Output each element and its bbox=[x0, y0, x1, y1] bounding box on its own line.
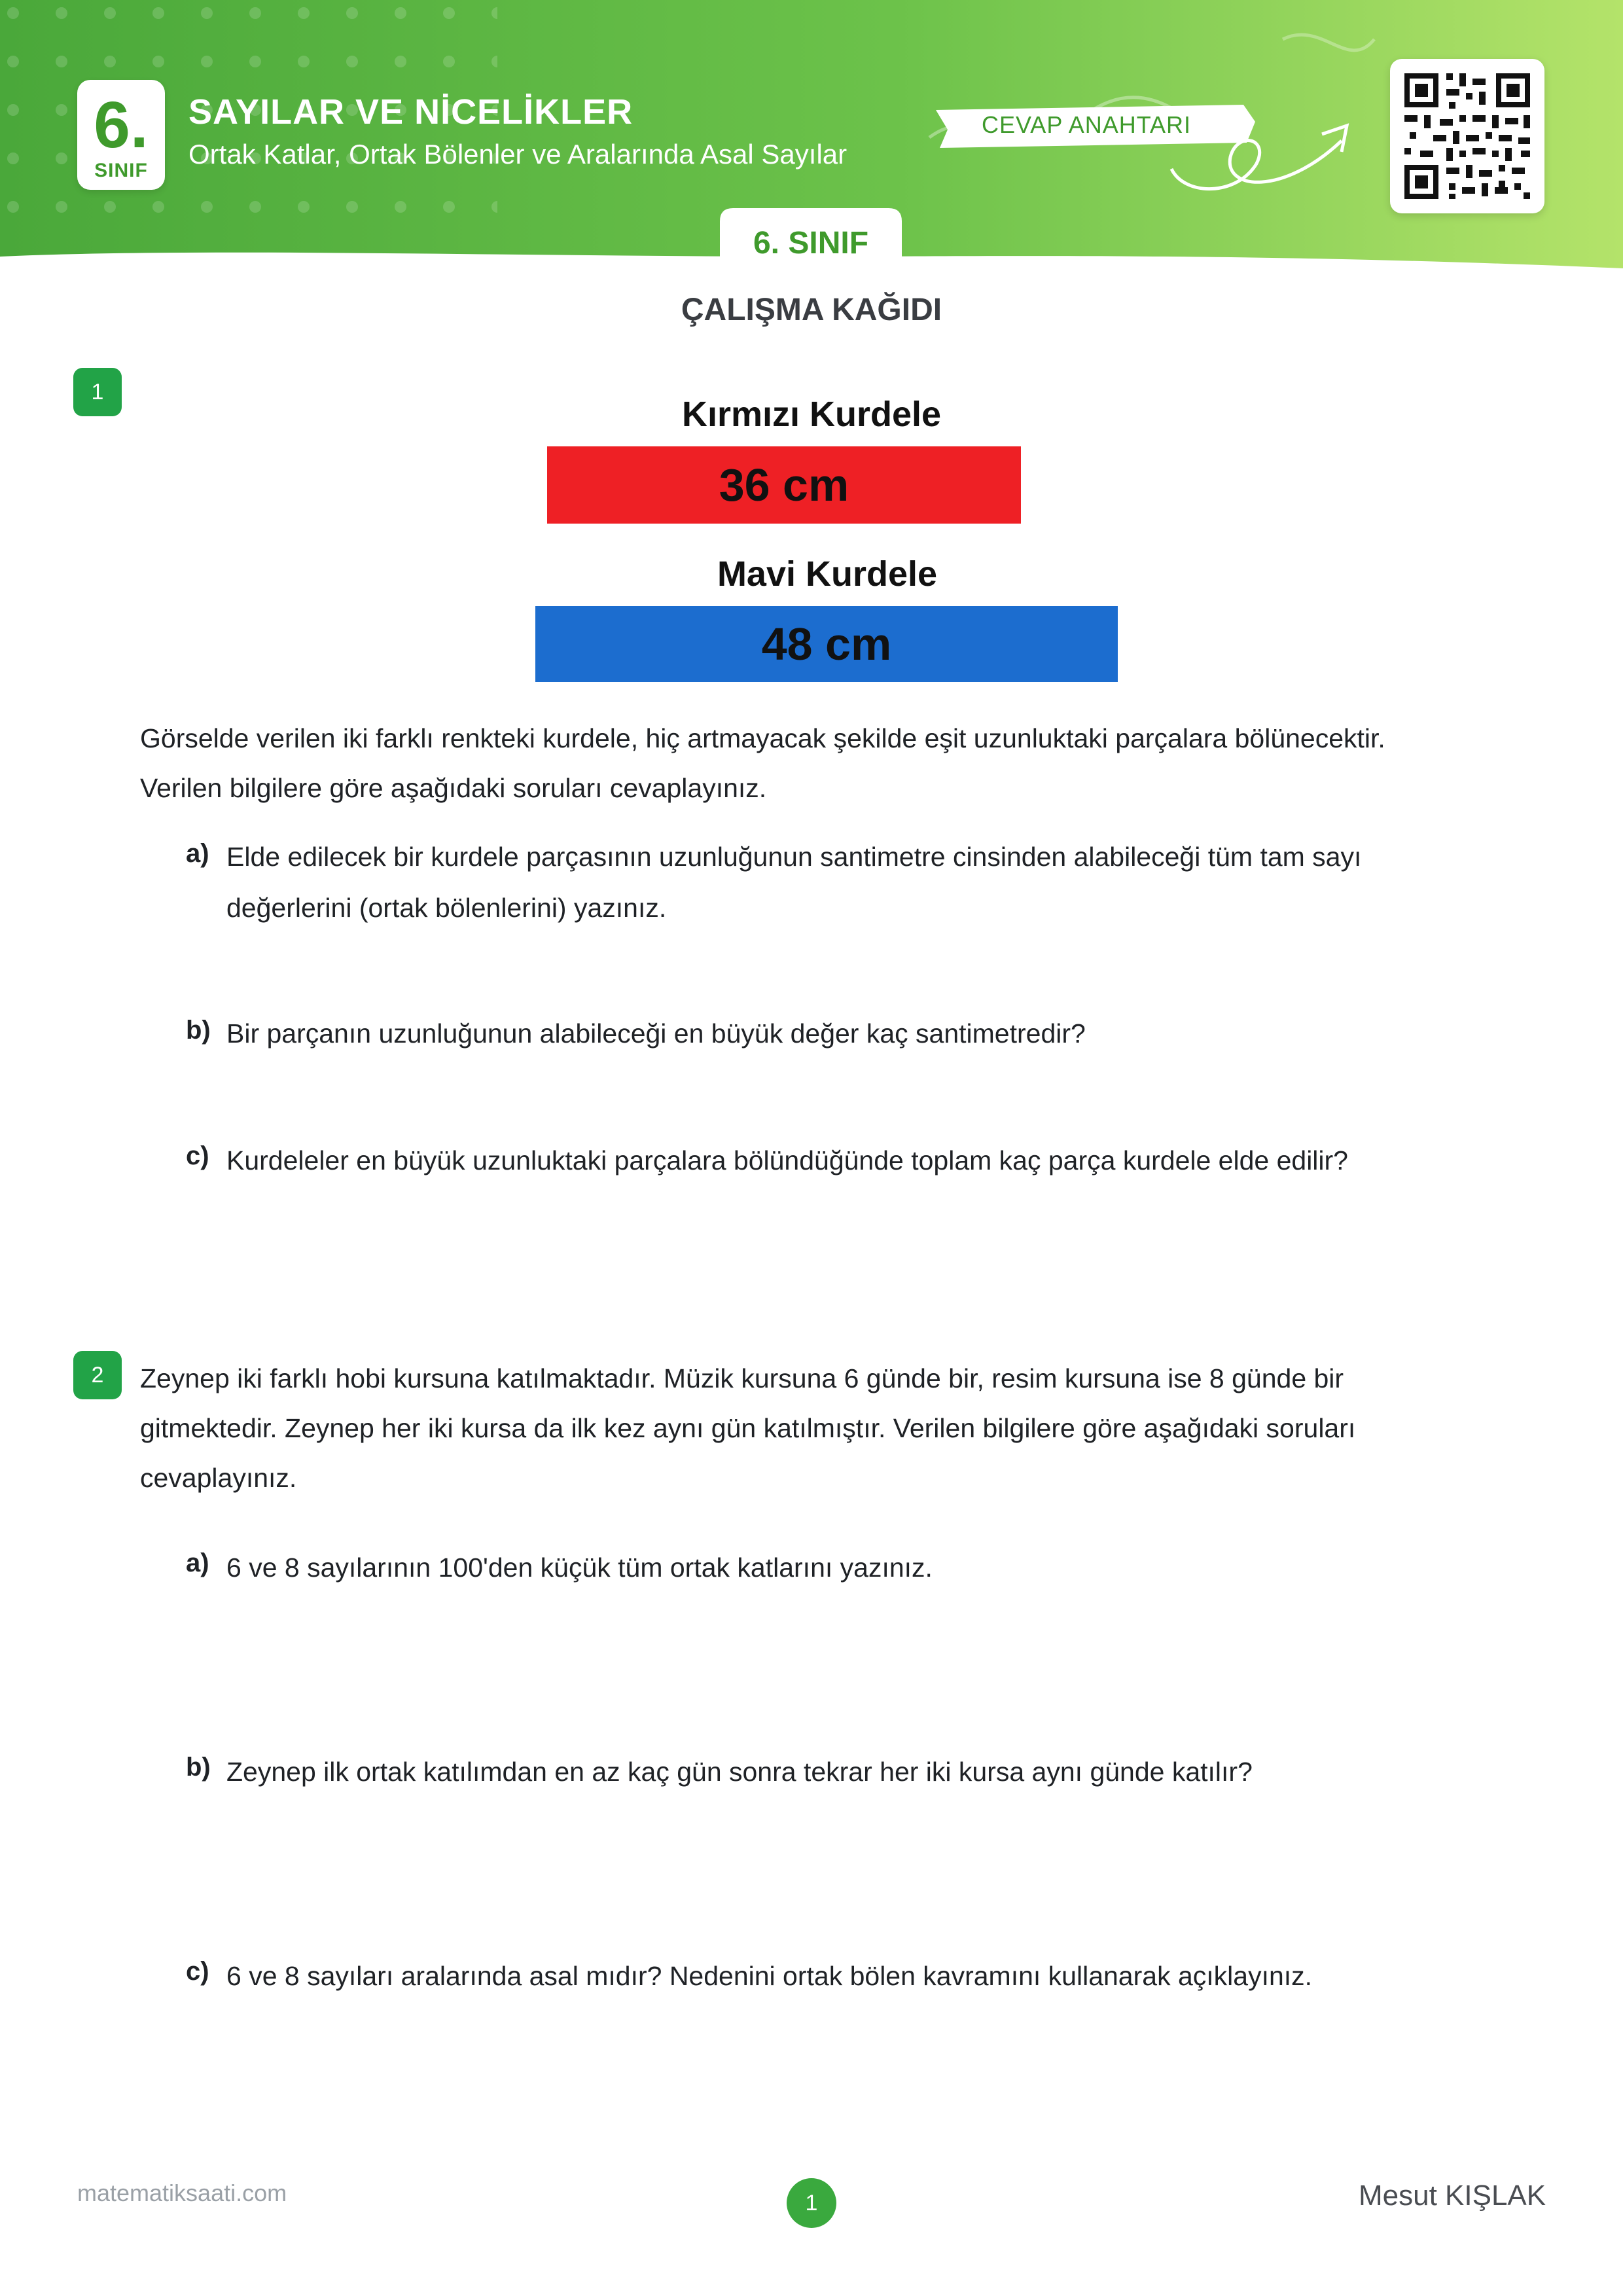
sub-question-label: c) bbox=[186, 1957, 209, 1986]
question-number-badge: 2 bbox=[73, 1351, 122, 1399]
sub-question-label: a) bbox=[186, 1549, 209, 1577]
blue-ribbon: 48 cm bbox=[535, 606, 1118, 682]
sub-question-text bbox=[226, 1746, 1575, 1797]
sheet-title: ÇALIŞMA KAĞIDI bbox=[681, 293, 942, 327]
intro-line: Verilen bilgilere göre aşağıdaki soruları cevaplayınız. bbox=[140, 773, 767, 803]
red-ribbon-title: Kırmızı Kurdele bbox=[681, 395, 942, 434]
grade-badge bbox=[77, 80, 165, 190]
sub-question-label: b) bbox=[186, 1753, 211, 1782]
intro-line: Zeynep iki farklı hobi kursuna katılmaktadır. Müzik kursuna 6 günde bir, resim kursuna ise 8 günde bir bbox=[140, 1363, 1344, 1393]
sub-question-line: Zeynep ilk ortak katılımdan en az kaç gün sonra tekrar her iki kursa aynı günde katılır? bbox=[226, 1757, 1253, 1787]
page-number: 1 bbox=[787, 2178, 836, 2228]
sub-question-line: Elde edilecek bir kurdele parçasının uzunluğunun santimetre cinsinden alabileceği tüm tam sayı bbox=[226, 842, 1362, 872]
blue-ribbon-title: Mavi Kurdele bbox=[717, 554, 938, 594]
question-intro bbox=[140, 1354, 1593, 1503]
sub-question-line: değerlerini (ortak bölenlerini) yazınız. bbox=[226, 893, 667, 923]
sub-question-text bbox=[226, 1008, 1575, 1059]
question-number-badge: 1 bbox=[73, 368, 122, 416]
grade-number: 6. bbox=[94, 88, 149, 162]
sub-question-text bbox=[226, 1135, 1575, 1186]
sub-question-text bbox=[226, 1950, 1575, 2001]
sub-question-line: Bir parçanın uzunluğunun alabileceği en büyük değer kaç santimetredir? bbox=[226, 1018, 1086, 1049]
sub-question-line: Kurdeleler en büyük uzunluktaki parçalara bölündüğünde toplam kaç parça kurdele elde edilir? bbox=[226, 1145, 1348, 1175]
intro-line: Görselde verilen iki farklı renkteki kurdele, hiç artmayacak şekilde eşit uzunluktaki parçalara bölünecektir. bbox=[140, 723, 1385, 753]
sub-question-line: 6 ve 8 sayıları aralarında asal mıdır? Nedenini ortak bölen kavramını kullanarak açıklayınız. bbox=[226, 1961, 1313, 1991]
footer-site[interactable]: matematiksaati.com bbox=[77, 2179, 287, 2206]
intro-line: gitmektedir. Zeynep her iki kursa da ilk kez aynı gün katılmıştır. Verilen bilgilere göre aşağıdaki soruları bbox=[140, 1413, 1356, 1443]
intro-line: cevaplayınız. bbox=[140, 1463, 297, 1493]
grade-word: SINIF bbox=[94, 160, 148, 181]
grade-tab: 6. SINIF bbox=[753, 226, 869, 260]
unit-title: SAYILAR VE NİCELİKLER bbox=[188, 92, 633, 132]
qr-code-icon bbox=[1390, 59, 1544, 213]
sub-question-label: a) bbox=[186, 839, 209, 868]
answer-key-link[interactable]: CEVAP ANAHTARI bbox=[981, 111, 1192, 138]
sub-question-line: 6 ve 8 sayılarının 100'den küçük tüm ortak katlarını yazınız. bbox=[226, 1552, 933, 1583]
sub-question-text bbox=[226, 831, 1575, 933]
footer-author: Mesut KIŞLAK bbox=[1359, 2179, 1546, 2212]
red-ribbon: 36 cm bbox=[547, 446, 1021, 524]
sub-question-text bbox=[226, 1542, 1575, 1593]
question-intro bbox=[140, 713, 1593, 813]
unit-subtitle: Ortak Katlar, Ortak Bölenler ve Aralarında Asal Sayılar bbox=[188, 139, 847, 170]
sub-question-label: c) bbox=[186, 1141, 209, 1170]
sub-question-label: b) bbox=[186, 1016, 211, 1045]
qr-code[interactable] bbox=[1390, 59, 1544, 213]
